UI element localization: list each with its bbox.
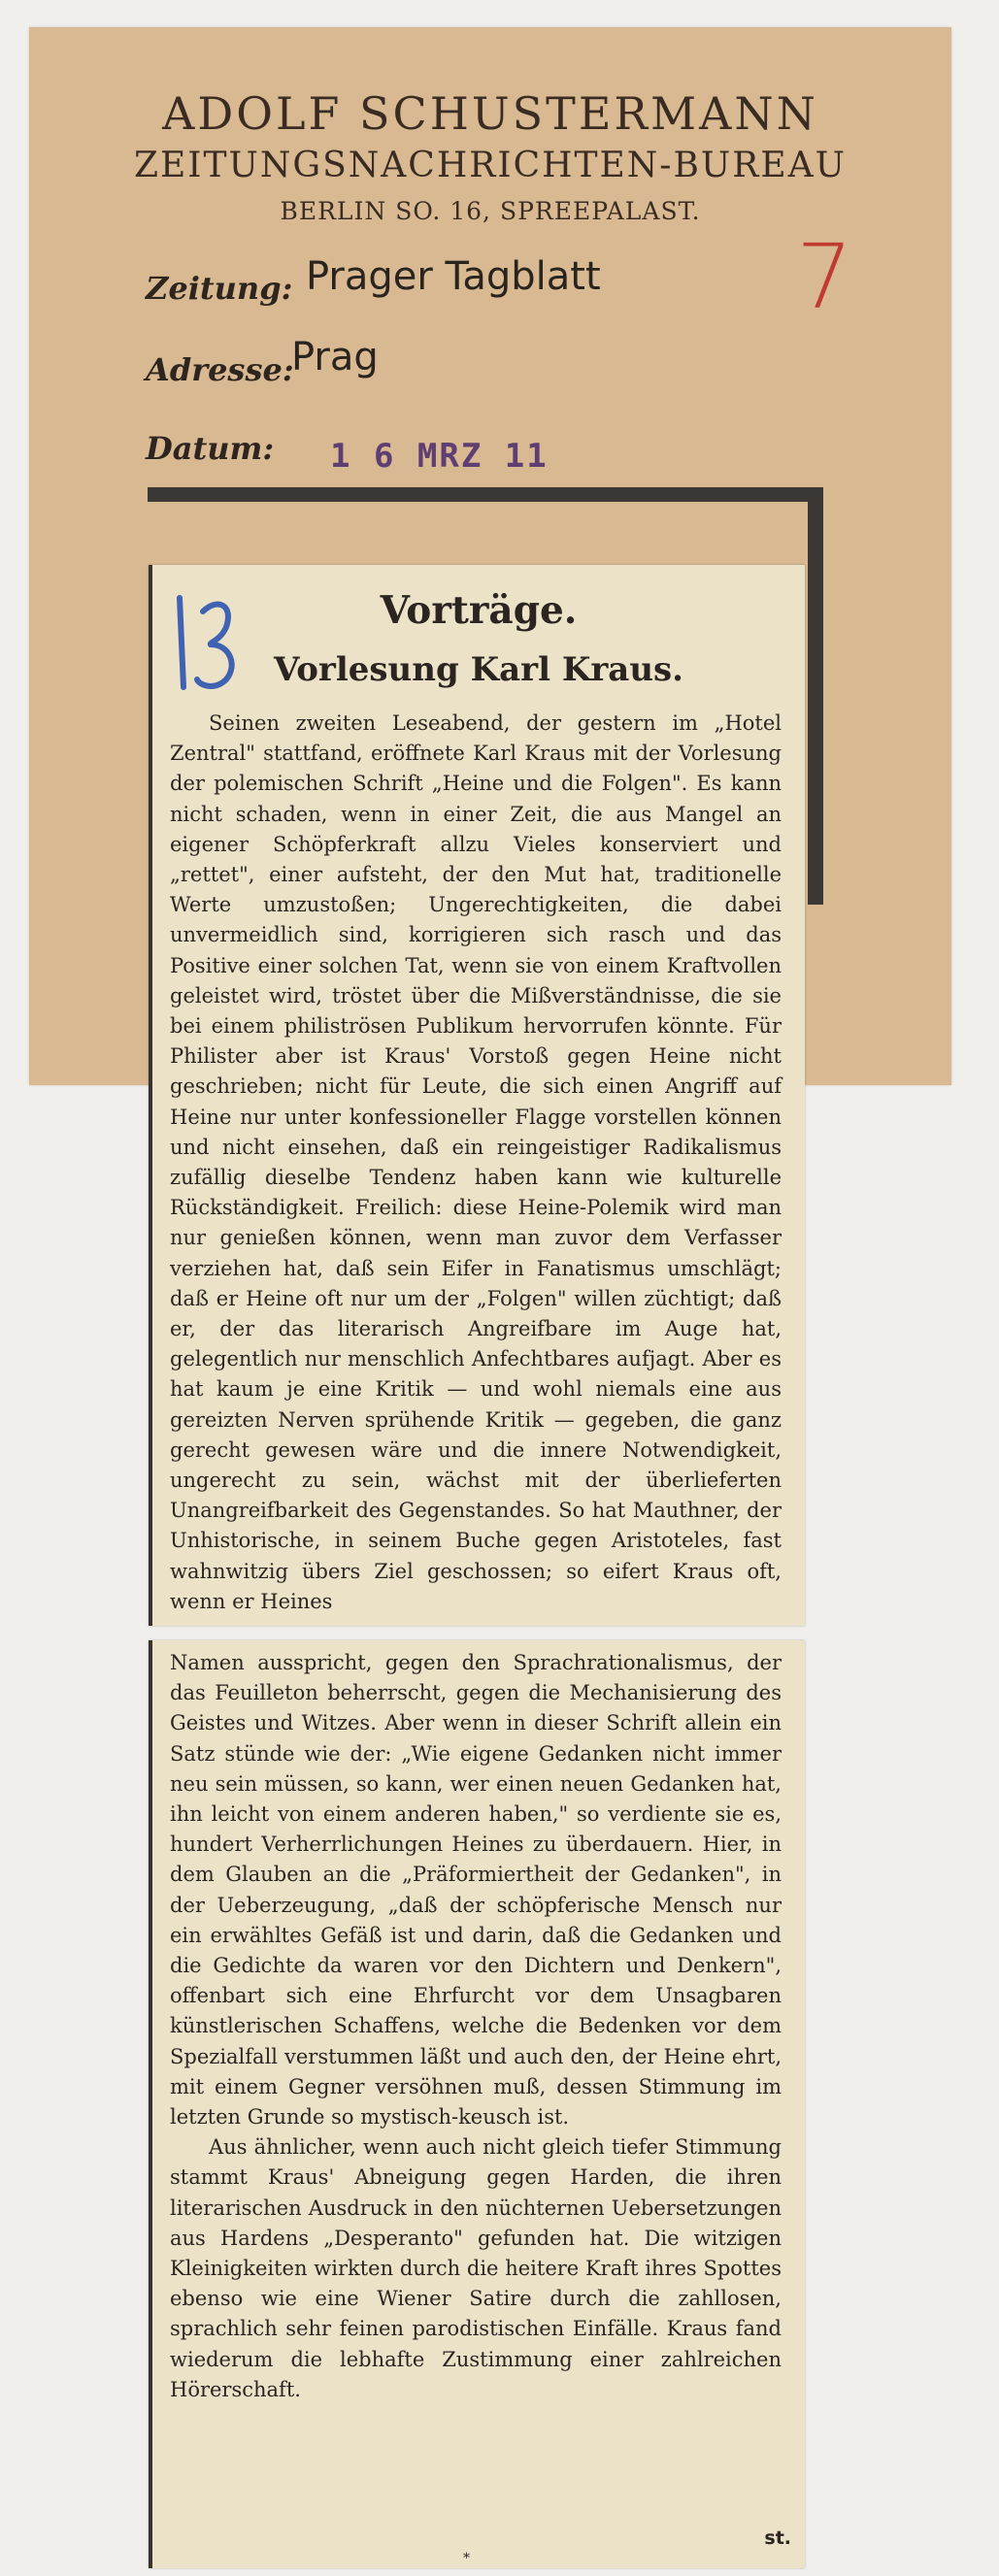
article-paragraphs-2-3 [170,1648,782,2405]
footer-mark: * [463,2551,470,2566]
label-zeitung: Zeitung: [146,270,293,307]
article-heading: Vorträge. [380,588,578,633]
bureau-address: BERLIN SO. 16, SPREEPALAST. [280,197,701,225]
article-paragraph-3: Aus ähnlicher, wenn auch nicht gleich tiefer Stimmung stammt Kraus' Abneigung gegen Harden, die ihren literarischen Ausdruck in den nüchternen Uebersetzungen aus Hardens „Desperanto" gefunden hat. Die witzigen Kleinigkeiten wirkten durch die heitere Kraft ihres Spottes ebenso wie eine Wiener Satire durch die zahllosen, sprachlich sehr feinen parodistischen Einfälle. Kraus fand wiederum die lebhafte Zustimmung einer zahlreichen Hörerschaft. [170,2135,782,2401]
bureau-name: ADOLF SCHUSTERMANN [162,87,818,140]
label-adresse: Adresse: [146,351,294,388]
author-signature: st. [764,2527,791,2549]
date-stamp: 1 6 MRZ 11 [330,437,549,476]
article-paragraph-2: Namen ausspricht, gegen den Sprachrationalismus, der das Feuilleton beherrscht, gegen die Mechanisierung des Geistes und Witzes. Aber wenn in dieser Schrift allein ein Satz stünde wie der: „Wie eigene Gedanken nicht immer neu sein müssen, so kann, wer einen neuen Gedanken hat, ihn leicht von einem anderen haben," so verdiente sie es, hundert Verherrlichungen Heines zu überdauern. Hier, in dem Glauben an die „Präformiertheit der Gedanken", in der Ueberzeugung, „daß der schöpferische Mensch nur ein erwähltes Gefäß ist und darin, daß die Gedanken und die Gedichte da waren vor den Dichtern und Denkern", offenbart sich eine Ehrfurcht vor dem Unsagbaren künstlerischen Schaffens, welche die Bedenken vor dem Spezialfall verstummen läßt und auch den, der Heine ehrt, mit einem Gegner versöhnen muß, dessen Stimmung im letzten Grunde so mystisch-keusch ist. [170,1651,782,2130]
handwritten-number: 7 [796,225,853,329]
frame-bar-horizontal [148,487,823,502]
value-zeitung: Prager Tagblatt [306,254,601,299]
newspaper-clipping-part2 [149,1640,805,2568]
value-adresse: Prag [291,335,379,380]
frame-bar-vertical [808,487,823,905]
article-subheading: Vorlesung Karl Kraus. [273,650,684,689]
label-datum: Datum: [146,430,275,467]
bureau-subtitle: ZEITUNGSNACHRICHTEN-BUREAU [134,146,847,185]
article-paragraph-1: Seinen zweiten Leseabend, der gestern im „Hotel Zentral" stattfand, eröffnete Karl Kraus mit der Vorlesung der polemischen Schrift „Heine und die Folgen". Es kann nicht schaden, wenn in einer Zeit, die aus Mangel an eigener Schöpferkraft allzu Vieles konserviert und „rettet", einer aufsteht, der den Mut hat, traditionelle Werte umzustoßen; Ungerechtigkeiten, die dabei unvermeidlich sind, korrigieren sich rasch und das Positive einer solchen Tat, wenn sie von einem Kraftvollen geleistet wird, tröstet über die Mißverständnisse, die sie bei einem philiströsen Publikum hervorrufen könnte. Für Philister aber ist Kraus' Vorstoß gegen Heine nicht geschrieben; nicht für Leute, die sich einen Angriff auf Heine nur unter konfessioneller Flagge vorstellen können und nicht einsehen, daß ein reingeistiger Radikalismus zufällig dieselbe Tendenz haben kann wie kulturelle Rückständigkeit. Freilich: diese Heine-Polemik wird man nur genießen können, wenn man zuvor dem Verfasser verziehen hat, daß sein Eifer in Fanatismus umschlägt; daß er Heine oft nur um der „Folgen" willen züchtigt; daß er, der das literarisch Angreifbare im Auge hat, gelegentlich nur menschlich Anfechtbares aufjagt. Aber es hat kaum je eine Kritik — und wohl niemals eine aus gereizten Nerven sprühende Kritik — gegeben, die ganz gerecht gewesen wäre und die innere Notwendigkeit, ungerecht zu sein, wächst mit der überlieferten Unangreifbarkeit des Gegenstandes. So hat Mauthner, der Unhistorische, in seinem Buche gegen Aristoteles, fast wahnwitzig übers Ziel geschossen; so eifert Kraus oft, wenn er Heines [170,711,782,1613]
newspaper-clipping-part1 [149,565,805,1626]
